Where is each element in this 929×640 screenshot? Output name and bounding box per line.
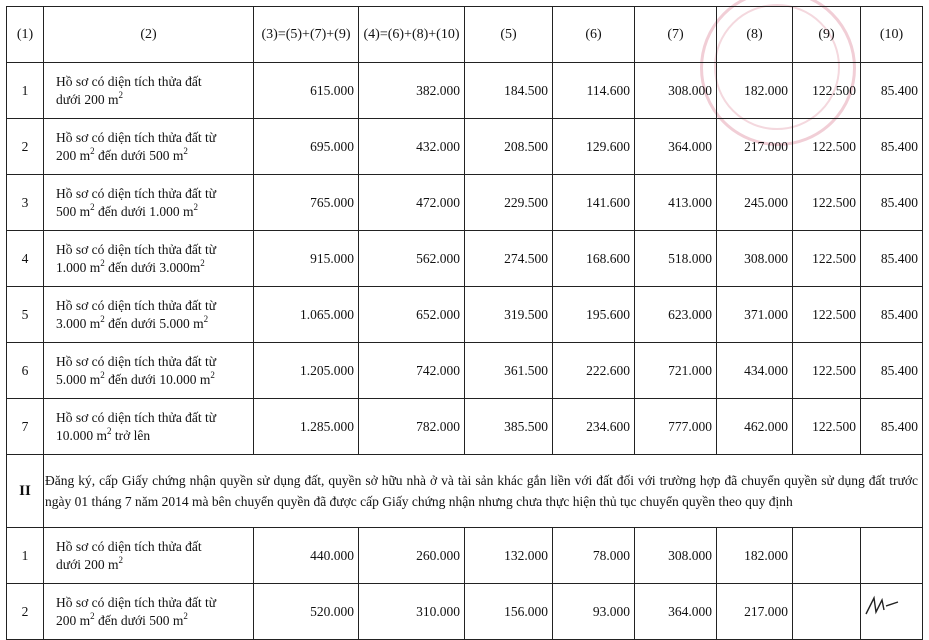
- value-cell: 85.400: [861, 399, 923, 455]
- value-cell: 308.000: [635, 528, 717, 584]
- description-fragment: đến dưới 10.000 m: [104, 371, 211, 387]
- header-cell: (4)=(6)+(8)+(10): [359, 7, 465, 63]
- value-cell: 364.000: [635, 119, 717, 175]
- description-fragment: 500 m: [56, 203, 91, 219]
- row-number: 1: [7, 63, 44, 119]
- value-cell: 472.000: [359, 175, 465, 231]
- value-cell: 1.205.000: [254, 343, 359, 399]
- fee-table: [6, 6, 923, 640]
- row-description: [44, 584, 254, 640]
- superscript: 2: [107, 425, 112, 436]
- header-cell: (10): [861, 7, 923, 63]
- superscript: 2: [183, 145, 188, 156]
- value-cell: 518.000: [635, 231, 717, 287]
- table-row: [7, 399, 923, 455]
- value-cell: 308.000: [635, 63, 717, 119]
- table-row: [7, 119, 923, 175]
- row-number: 7: [7, 399, 44, 455]
- header-cell: (1): [7, 7, 44, 63]
- row-description: [44, 399, 254, 455]
- value-cell: [793, 528, 861, 584]
- value-cell: 114.600: [553, 63, 635, 119]
- table-row: [7, 528, 923, 584]
- value-cell: 85.400: [861, 175, 923, 231]
- description-fragment: dưới 200 m: [56, 556, 119, 572]
- value-cell: 245.000: [717, 175, 793, 231]
- value-cell: [861, 584, 923, 640]
- value-cell: 652.000: [359, 287, 465, 343]
- section-title: Đăng ký, cấp Giấy chứng nhận quyền sử dụng đất, quyền sở hữu nhà ở và tài sản khác gắn liền với đất đối với trường hợp đã chuyển quyền sử dụng đất trước ngày 01 tháng 7 năm 2014 mà bên chuyển quyền đã được cấp Giấy chứng nhận nhưng chưa thực hiện thủ tục chuyển quyền theo quy định: [44, 455, 923, 528]
- value-cell: 260.000: [359, 528, 465, 584]
- value-cell: 234.600: [553, 399, 635, 455]
- value-cell: 777.000: [635, 399, 717, 455]
- value-cell: 274.500: [465, 231, 553, 287]
- value-cell: 229.500: [465, 175, 553, 231]
- value-cell: 413.000: [635, 175, 717, 231]
- section-number: II: [7, 455, 44, 528]
- value-cell: 319.500: [465, 287, 553, 343]
- value-cell: 782.000: [359, 399, 465, 455]
- superscript: 2: [100, 369, 105, 380]
- value-cell: [793, 584, 861, 640]
- header-cell: (2): [44, 7, 254, 63]
- value-cell: 432.000: [359, 119, 465, 175]
- value-cell: 382.000: [359, 63, 465, 119]
- superscript: 2: [210, 369, 215, 380]
- superscript: 2: [200, 257, 205, 268]
- row-number: 2: [7, 119, 44, 175]
- superscript: 2: [90, 610, 95, 621]
- value-cell: 615.000: [254, 63, 359, 119]
- value-cell: 184.500: [465, 63, 553, 119]
- header-cell: (6): [553, 7, 635, 63]
- description-fragment: 5.000 m: [56, 371, 101, 387]
- description-line: Hồ sơ có diện tích thửa đất từ: [56, 241, 217, 257]
- description-line: Hồ sơ có diện tích thửa đất: [56, 538, 202, 554]
- value-cell: 122.500: [793, 399, 861, 455]
- value-cell: 122.500: [793, 175, 861, 231]
- value-cell: 721.000: [635, 343, 717, 399]
- value-cell: 440.000: [254, 528, 359, 584]
- row-description: [44, 63, 254, 119]
- value-cell: 434.000: [717, 343, 793, 399]
- value-cell: 1.065.000: [254, 287, 359, 343]
- description-fragment: 200 m: [56, 612, 91, 628]
- superscript: 2: [100, 257, 105, 268]
- value-cell: 765.000: [254, 175, 359, 231]
- table-row: [7, 63, 923, 119]
- value-cell: 78.000: [553, 528, 635, 584]
- value-cell: 308.000: [717, 231, 793, 287]
- description-fragment: dưới 200 m: [56, 91, 119, 107]
- value-cell: 85.400: [861, 119, 923, 175]
- value-cell: 195.600: [553, 287, 635, 343]
- value-cell: 85.400: [861, 287, 923, 343]
- header-cell: (5): [465, 7, 553, 63]
- row-number: 3: [7, 175, 44, 231]
- superscript: 2: [183, 610, 188, 621]
- section-row: [7, 455, 923, 528]
- description-fragment: trở lên: [111, 427, 151, 443]
- value-cell: 371.000: [717, 287, 793, 343]
- value-cell: 520.000: [254, 584, 359, 640]
- value-cell: 122.500: [793, 343, 861, 399]
- value-cell: 182.000: [717, 528, 793, 584]
- description-line: Hồ sơ có diện tích thửa đất từ: [56, 297, 217, 313]
- row-number: 4: [7, 231, 44, 287]
- value-cell: 129.600: [553, 119, 635, 175]
- table-row: [7, 584, 923, 640]
- value-cell: 1.285.000: [254, 399, 359, 455]
- superscript: 2: [90, 201, 95, 212]
- row-description: [44, 175, 254, 231]
- row-number: 2: [7, 584, 44, 640]
- value-cell: 208.500: [465, 119, 553, 175]
- description-line: Hồ sơ có diện tích thửa đất từ: [56, 129, 217, 145]
- value-cell: 85.400: [861, 343, 923, 399]
- header-cell: (9): [793, 7, 861, 63]
- value-cell: 915.000: [254, 231, 359, 287]
- description-fragment: đến dưới 5.000 m: [104, 315, 204, 331]
- value-cell: 695.000: [254, 119, 359, 175]
- value-cell: 168.600: [553, 231, 635, 287]
- superscript: 2: [100, 313, 105, 324]
- table-row: [7, 287, 923, 343]
- table-row: [7, 175, 923, 231]
- description-line: Hồ sơ có diện tích thửa đất từ: [56, 594, 217, 610]
- row-number: 1: [7, 528, 44, 584]
- description-fragment: đến dưới 500 m: [94, 147, 184, 163]
- description-fragment: đến dưới 500 m: [94, 612, 184, 628]
- description-fragment: đến dưới 3.000m: [104, 259, 201, 275]
- description-fragment: 10.000 m: [56, 427, 108, 443]
- value-cell: 385.500: [465, 399, 553, 455]
- value-cell: 217.000: [717, 584, 793, 640]
- value-cell: 122.500: [793, 63, 861, 119]
- value-cell: 562.000: [359, 231, 465, 287]
- row-description: [44, 119, 254, 175]
- value-cell: 361.500: [465, 343, 553, 399]
- row-number: 5: [7, 287, 44, 343]
- header-row: [7, 7, 923, 63]
- description-line: Hồ sơ có diện tích thửa đất từ: [56, 409, 217, 425]
- table-row: [7, 231, 923, 287]
- description-fragment: 1.000 m: [56, 259, 101, 275]
- value-cell: 310.000: [359, 584, 465, 640]
- description-line: Hồ sơ có diện tích thửa đất: [56, 73, 202, 89]
- value-cell: 122.500: [793, 231, 861, 287]
- description-line: Hồ sơ có diện tích thửa đất từ: [56, 185, 217, 201]
- header-cell: (7): [635, 7, 717, 63]
- superscript: 2: [118, 554, 123, 565]
- superscript: 2: [90, 145, 95, 156]
- header-cell: (3)=(5)+(7)+(9): [254, 7, 359, 63]
- row-description: [44, 528, 254, 584]
- value-cell: 122.500: [793, 119, 861, 175]
- value-cell: 85.400: [861, 63, 923, 119]
- value-cell: 85.400: [861, 231, 923, 287]
- superscript: 2: [118, 89, 123, 100]
- value-cell: 364.000: [635, 584, 717, 640]
- superscript: 2: [203, 313, 209, 324]
- row-description: [44, 287, 254, 343]
- row-description: [44, 343, 254, 399]
- row-number: 6: [7, 343, 44, 399]
- value-cell: 742.000: [359, 343, 465, 399]
- description-line: Hồ sơ có diện tích thửa đất từ: [56, 353, 217, 369]
- value-cell: 623.000: [635, 287, 717, 343]
- value-cell: 462.000: [717, 399, 793, 455]
- description-fragment: 3.000 m: [56, 315, 101, 331]
- value-cell: 141.600: [553, 175, 635, 231]
- value-cell: 217.000: [717, 119, 793, 175]
- value-cell: 93.000: [553, 584, 635, 640]
- table-row: [7, 343, 923, 399]
- header-cell: (8): [717, 7, 793, 63]
- value-cell: [861, 528, 923, 584]
- row-description: [44, 231, 254, 287]
- value-cell: 132.000: [465, 528, 553, 584]
- superscript: 2: [193, 201, 198, 212]
- value-cell: 222.600: [553, 343, 635, 399]
- description-fragment: đến dưới 1.000 m: [94, 203, 194, 219]
- value-cell: 182.000: [717, 63, 793, 119]
- value-cell: 156.000: [465, 584, 553, 640]
- description-fragment: 200 m: [56, 147, 91, 163]
- value-cell: 122.500: [793, 287, 861, 343]
